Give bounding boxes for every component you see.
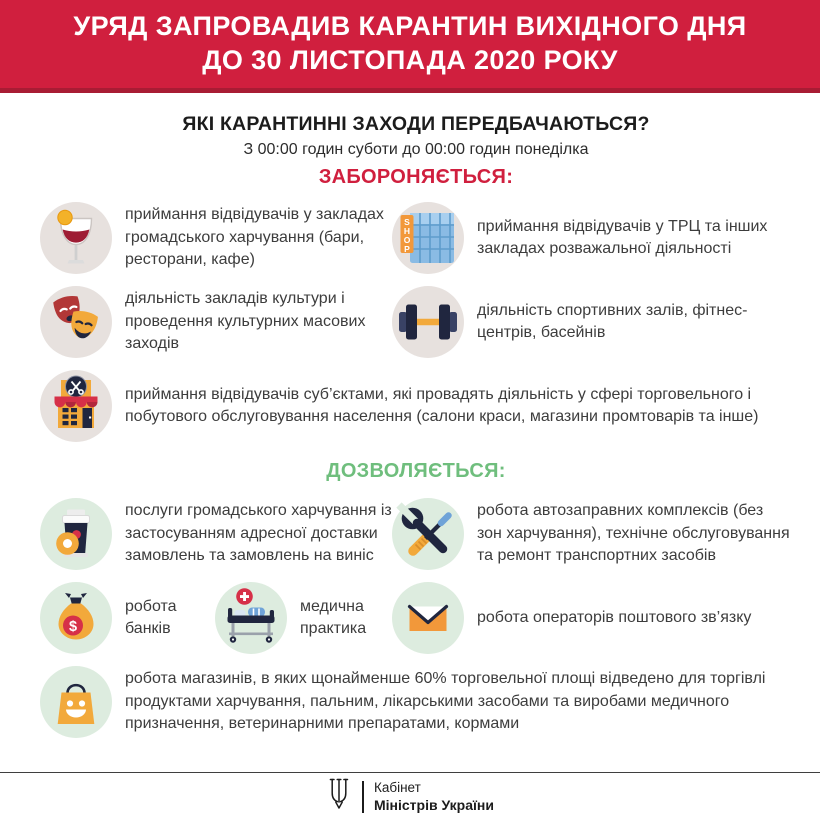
shop-sign-letter: O — [403, 235, 411, 245]
list-item-text: робота магазинів, в яких щонайменше 60% торговельної площі відведено для торгівлі продуктами харчування, пальним, лікарськими засобами та виробами медичного призначення, ветеринарними препаратами, кормами — [125, 670, 766, 733]
list-item — [392, 202, 792, 274]
content — [0, 113, 820, 738]
dumbbell-icon — [392, 286, 464, 358]
list-item — [392, 582, 792, 654]
list-item-text: діяльність закладів культури і проведення культурних масових заходів — [125, 290, 366, 353]
list-item — [40, 498, 392, 570]
list-item — [40, 286, 392, 358]
list-item — [392, 498, 792, 570]
dollar-sign: $ — [68, 618, 78, 635]
list-item — [40, 582, 215, 654]
prohibited-row-3 — [40, 370, 792, 442]
banner-title-line1: УРЯД ЗАПРОВАДИВ КАРАНТИН ВИХІДНОГО ДНЯ — [73, 11, 747, 42]
list-item-text: робота автозаправних комплексів (без зон харчування), технічне обслуговування та ремонт транспортних засобів — [477, 502, 790, 565]
org-name-line2: Міністрів України — [374, 797, 494, 814]
shopping-bag-icon — [40, 666, 112, 738]
beauty-store-icon — [40, 370, 112, 442]
org-name — [374, 779, 494, 815]
shop-sign-letter: H — [403, 226, 411, 236]
footer — [0, 772, 820, 820]
org-name-line1: Кабінет — [374, 779, 421, 795]
list-item-text: приймання відвідувачів у закладах громадського харчування (бари, ресторани, кафе) — [125, 206, 384, 269]
list-item — [40, 370, 792, 442]
list-item-text: приймання відвідувачів суб’єктами, які провадять діяльність у сфері торговельного і побутового обслуговування населення (салони краси, магазини промтоварів та інше) — [125, 385, 759, 425]
prohibited-heading: ЗАБОРОНЯЄТЬСЯ: — [318, 166, 514, 188]
wine-glass-icon — [40, 202, 112, 274]
list-item-text: медична практика — [300, 597, 367, 637]
money-bag-icon — [40, 582, 112, 654]
list-item — [40, 666, 792, 738]
list-item-text: приймання відвідувачів у ТРЦ та інших закладах розважальної діяльності — [477, 217, 768, 257]
list-item-text: послуги громадського харчування із застосуванням адресної доставки замовлень та замовлень на виніс — [125, 502, 392, 565]
repair-tools-icon — [392, 498, 464, 570]
shop-sign-letter: P — [404, 244, 410, 254]
allowed-row-2 — [40, 582, 792, 654]
allowed-heading: ДОЗВОЛЯЄТЬСЯ: — [326, 460, 506, 482]
shopping-mall-icon — [392, 202, 464, 274]
shop-sign-letter: S — [404, 217, 410, 227]
prohibited-row-2 — [40, 286, 792, 358]
section-question-title: ЯКІ КАРАНТИННІ ЗАХОДИ ПЕРЕДБАЧАЮТЬСЯ? — [182, 113, 650, 135]
envelope-icon — [392, 582, 464, 654]
coat-of-arms-icon — [326, 777, 352, 816]
theater-masks-icon — [40, 286, 112, 358]
takeaway-coffee-icon — [40, 498, 112, 570]
prohibited-row-1 — [40, 202, 792, 274]
hospital-bed-icon — [215, 582, 287, 654]
footer-divider — [362, 781, 364, 813]
time-range-subtitle: З 00:00 годин суботи до 00:00 годин понеділка — [243, 141, 589, 158]
header-banner — [0, 0, 820, 93]
list-item — [215, 582, 392, 654]
list-item — [392, 286, 792, 358]
allowed-row-1 — [40, 498, 792, 570]
list-item — [40, 202, 392, 274]
list-item-text: робота операторів поштового зв’язку — [477, 608, 752, 626]
list-item-text: робота банків — [125, 597, 177, 637]
banner-title-line2: ДО 30 ЛИСТОПАДА 2020 РОКУ — [202, 45, 618, 75]
list-item-text: діяльність спортивних залів, фітнес-центрів, басейнів — [477, 301, 748, 341]
allowed-row-3 — [40, 666, 792, 738]
